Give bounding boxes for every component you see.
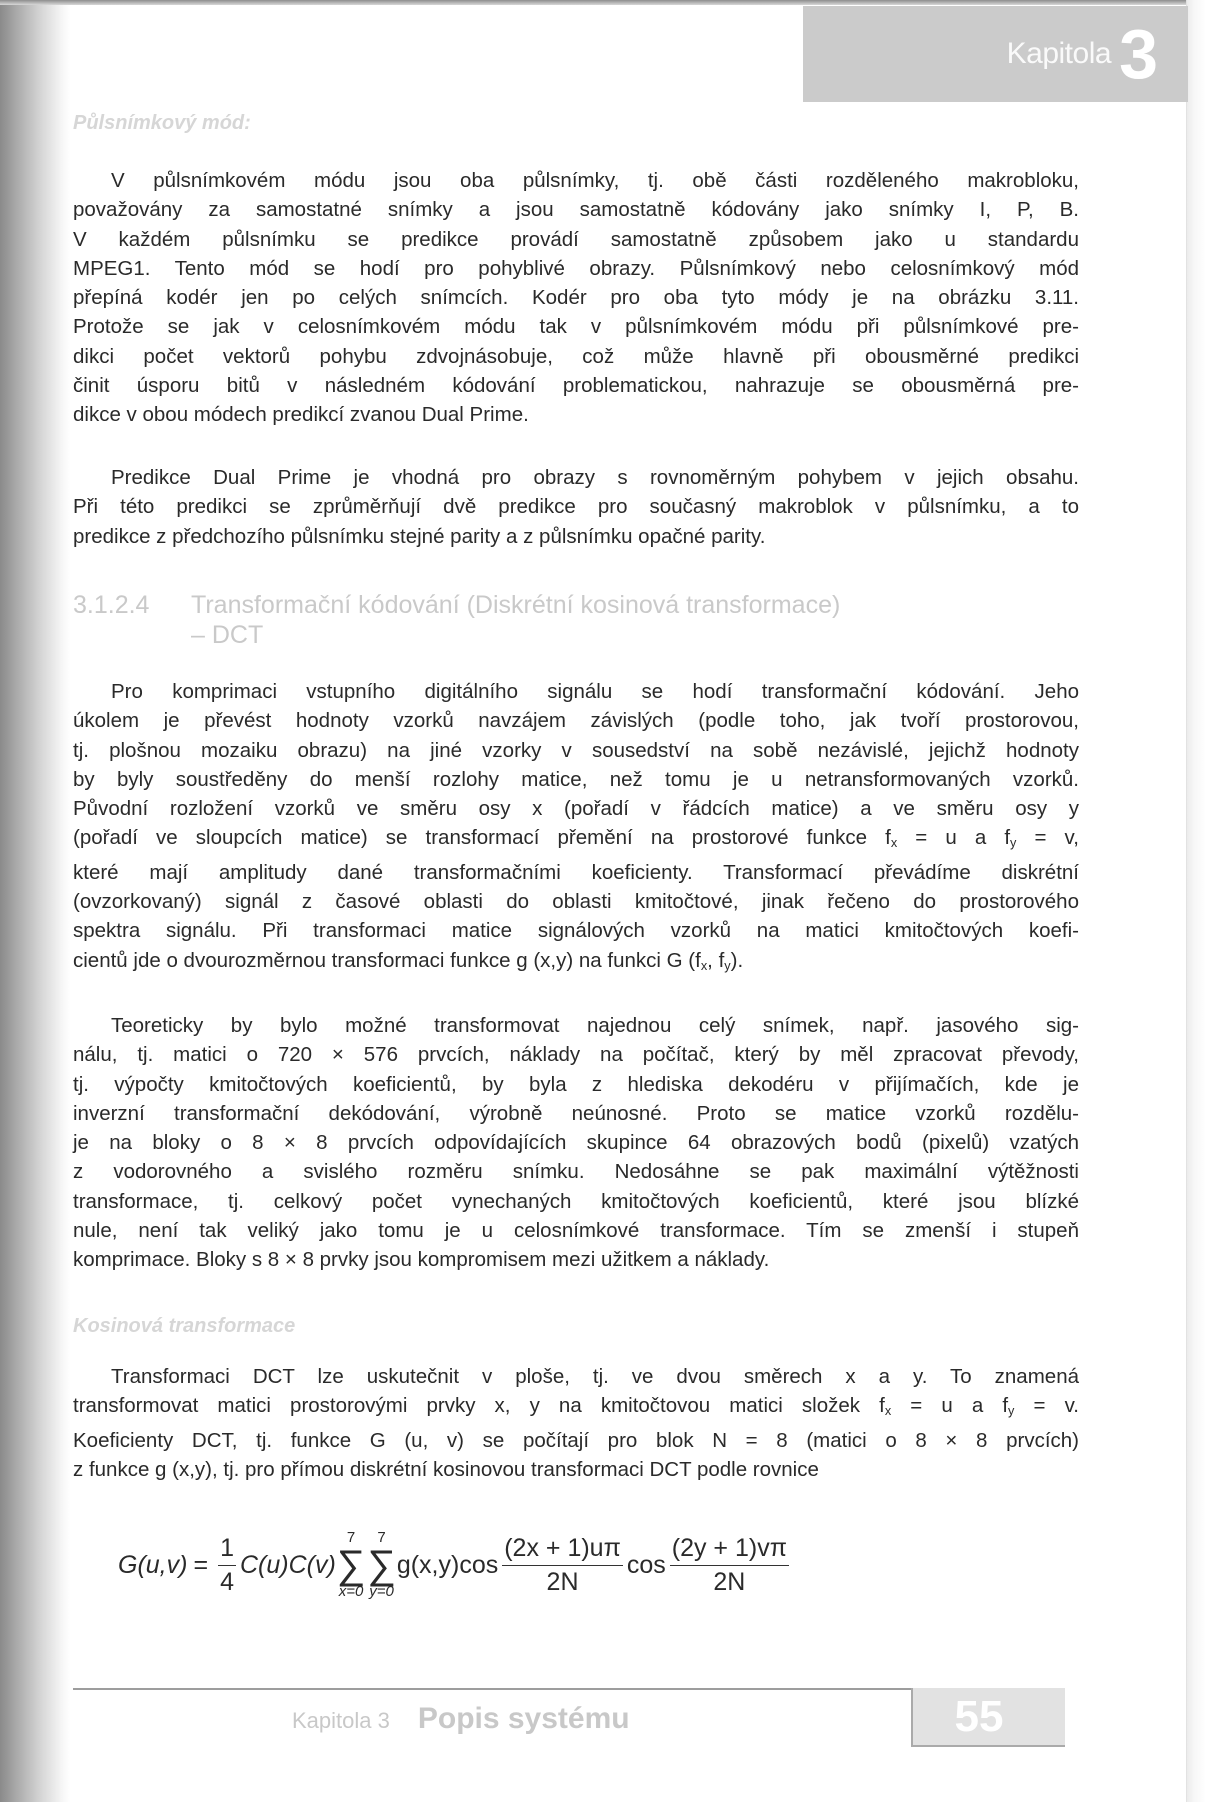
subscript: y xyxy=(724,957,731,973)
text-line: predikce z předchozího půlsnímku stejné parity a z půlsnímku opačné parity. xyxy=(73,524,766,548)
text-segment: ). xyxy=(730,948,744,972)
fraction-numerator: (2y + 1)vπ xyxy=(670,1534,789,1566)
sigma-icon: ∑ xyxy=(336,1543,366,1587)
subscript: x xyxy=(700,957,708,973)
sum-lower-limit: y=0 xyxy=(369,1583,394,1600)
text-line: úkolem je převést hodnoty vzorků navzájem závislých (podle toho, jak tvoří prostorovou, xyxy=(73,709,1079,733)
text-line xyxy=(73,946,1079,980)
section-title-line2: – DCT xyxy=(191,621,264,649)
subscript: y xyxy=(1008,1403,1015,1419)
summation-x xyxy=(337,1530,366,1600)
sigma-icon: ∑ xyxy=(367,1543,396,1587)
formula-fraction-quarter xyxy=(218,1534,236,1597)
text-line: Původní rozložení vzorků ve směru osy x (pořadí v řádcích matice) a ve směru osy y xyxy=(73,797,1079,821)
text-line: činit úsporu bitů v následném kódování problematickou, nahrazuje se obousměrná pre- xyxy=(73,374,1079,398)
text-line: spektra signálu. Při transformaci matice signálových vzorků na matici kmitočtových koefi- xyxy=(73,919,1079,943)
fraction-numerator: (2x + 1)uπ xyxy=(502,1534,623,1566)
text-segment: = u a f xyxy=(897,826,1011,850)
paragraph-block-size xyxy=(73,1011,1079,1275)
text-line: V půlsnímkovém módu jsou oba půlsnímky, tj. obě části rozděleného makrobloku, xyxy=(111,169,1079,192)
fraction-numerator: 1 xyxy=(218,1534,236,1566)
footer-running-title xyxy=(292,1702,630,1736)
text-line: (ovzorkovaný) signál z časové oblasti do oblasti kmitočtové, jinak řečeno do prostorového xyxy=(73,890,1079,914)
subscript: x xyxy=(884,1403,892,1419)
sum-upper-limit: 7 xyxy=(346,1529,356,1546)
text-line: přepíná kodér jen po celých snímcích. Kodér pro oba tyto módy je na obrázku 3.11. xyxy=(73,286,1079,310)
text-line: které mají amplitudy dané transformačními koeficienty. Transformací převádíme diskrétní xyxy=(73,860,1079,884)
formula-lhs: G(u,v) xyxy=(118,1550,188,1579)
subscript: x xyxy=(890,835,898,851)
page-number-box xyxy=(911,1688,1065,1747)
section-title-line1: Transformační kódování (Diskrétní kosinová transformace) xyxy=(191,591,841,619)
text-segment: = u a f xyxy=(891,1394,1009,1418)
footer-title: Popis systému xyxy=(417,1702,630,1735)
section-number: 3.1.2.4 xyxy=(73,591,150,619)
text-line: je na bloky o 8 × 8 prvcích odpovídajících skupince 64 obrazových bodů (pixelů) vzatých xyxy=(73,1131,1079,1155)
dct-formula xyxy=(118,1510,793,1620)
text-line: Pro komprimaci vstupního digitálního signálu se hodí transformační kódování. Jeho xyxy=(111,680,1079,703)
text-line: nule, není tak veliký jako tomu je u celosnímkové transformace. Tím se zmenší i stupeň xyxy=(73,1219,1079,1243)
subheading-kosinova-transformace: Kosinová transformace xyxy=(73,1315,296,1337)
text-line: z funkce g (x,y), tj. pro přímou diskrétní kosinovou transformaci DCT podle rovnice xyxy=(73,1457,819,1481)
text-line: Protože se jak v celosnímkovém módu tak v půlsnímkovém módu při půlsnímkové pre- xyxy=(73,315,1079,339)
text-segment: = v. xyxy=(1014,1394,1079,1418)
text-line: Teoreticky by bylo možné transformovat najednou celý snímek, např. jasového sig- xyxy=(111,1014,1079,1037)
fraction-denominator: 4 xyxy=(220,1567,234,1596)
formula-equals: = xyxy=(193,1550,209,1579)
page-number: 55 xyxy=(954,1691,1004,1741)
page-binding-shadow xyxy=(0,0,70,1802)
text-line: inverzní transformační dekódování, výrobně neúnosné. Proto se matice vzorků rozdělu- xyxy=(73,1101,1079,1125)
text-segment: cientů jde o dvourozměrnou transformaci funkce g (x,y) na funkci G (f xyxy=(73,948,701,972)
text-line: tj. plošnou mozaiku obrazu) na jiné vzorky v sousedství na sobě nezávislé, jejichž hodnoty xyxy=(73,738,1079,762)
text-line: tj. výpočty kmitočtových koeficientů, by byla z hlediska dekodéru v přijímačích, kde je xyxy=(73,1072,1079,1096)
text-line: nálu, tj. matici o 720 × 576 prvcích, náklady na počítač, který by měl zpracovat převody, xyxy=(73,1043,1079,1067)
formula-coefficients: C(u)C(v) xyxy=(239,1550,336,1579)
text-line xyxy=(73,823,1079,857)
formula-fraction-u xyxy=(502,1534,623,1597)
fraction-denominator: 2N xyxy=(713,1567,746,1596)
chapter-tab-number: 3 xyxy=(1119,15,1158,93)
page-right-edge xyxy=(1186,0,1205,1802)
subscript: y xyxy=(1010,835,1017,851)
summation-y xyxy=(367,1530,396,1600)
page-top-edge xyxy=(0,0,1205,5)
text-segment: , f xyxy=(707,948,725,972)
text-line: Při této predikci se zprůměrňují dvě predikce pro současný makroblok v půlsnímku, a to xyxy=(73,495,1079,519)
text-line: dikci počet vektorů pohybu zdvojnásobuje, což může hlavně při obousměrné predikci xyxy=(73,344,1079,368)
paragraph-dual-prime xyxy=(73,463,1079,551)
text-line: V každém půlsnímku se predikce provádí samostatně způsobem jako u standardu xyxy=(73,227,1079,251)
paragraph-dct-definition xyxy=(73,1362,1079,1484)
text-line: dikce v obou módech predikcí zvanou Dual Prime. xyxy=(73,403,529,427)
text-line: transformace, tj. celkový počet vynechaných kmitočtových koeficientů, které jsou blízké xyxy=(73,1189,1079,1213)
text-segment: = v, xyxy=(1016,826,1079,850)
text-line: považovány za samostatné snímky a jsou samostatně kódovány jako snímky I, P, B. xyxy=(73,198,1079,222)
subheading-pulsnimkovy-mod: Půlsnímkový mód: xyxy=(73,112,251,134)
text-line: Predikce Dual Prime je vhodná pro obrazy s rovnoměrným pohybem v jejich obsahu. xyxy=(111,466,1079,489)
text-line: Transformaci DCT lze uskutečnit v ploše, tj. ve dvou směrech x a y. To znamená xyxy=(111,1365,1079,1388)
sum-lower-limit: x=0 xyxy=(338,1583,364,1600)
paragraph-pulsnimkovy-mod xyxy=(73,166,1079,430)
text-line: z vodorovného a svislého rozměru snímku. Nedosáhne se pak maximální výtěžnosti xyxy=(73,1160,1079,1184)
formula-fraction-v xyxy=(670,1534,789,1597)
paragraph-transform-coding xyxy=(73,677,1079,980)
chapter-tab xyxy=(803,6,1188,102)
text-line: Koeficienty DCT, tj. funkce G (u, v) se počítají pro blok N = 8 (matici o 8 × 8 prvcích) xyxy=(73,1428,1079,1452)
text-line xyxy=(73,1391,1079,1425)
text-segment: (pořadí ve sloupcích matice) se transformací přemění na prostorové funkce f xyxy=(73,826,891,850)
text-line: MPEG1. Tento mód se hodí pro pohyblivé obrazy. Půlsnímkový nebo celosnímkový mód xyxy=(73,256,1079,280)
chapter-tab-label: Kapitola xyxy=(1006,37,1112,70)
text-line: by byly soustředěny do menší rozlohy matice, než tomu je u netransformovaných vzorků. xyxy=(73,767,1079,791)
sum-upper-limit: 7 xyxy=(377,1529,386,1546)
text-segment: transformovat matici prostorovými prvky x, y na kmitočtovou matici složek f xyxy=(73,1394,885,1418)
formula-cos: cos xyxy=(626,1550,666,1579)
footer-chapter: Kapitola 3 xyxy=(292,1708,390,1733)
text-line: komprimace. Bloky s 8 × 8 prvky jsou kompromisem mezi užitkem a náklady. xyxy=(73,1248,770,1272)
fraction-denominator: 2N xyxy=(546,1567,579,1596)
section-heading-dct xyxy=(73,590,840,650)
formula-g-cos: g(x,y)cos xyxy=(396,1550,499,1579)
footer-rule xyxy=(73,1688,913,1690)
